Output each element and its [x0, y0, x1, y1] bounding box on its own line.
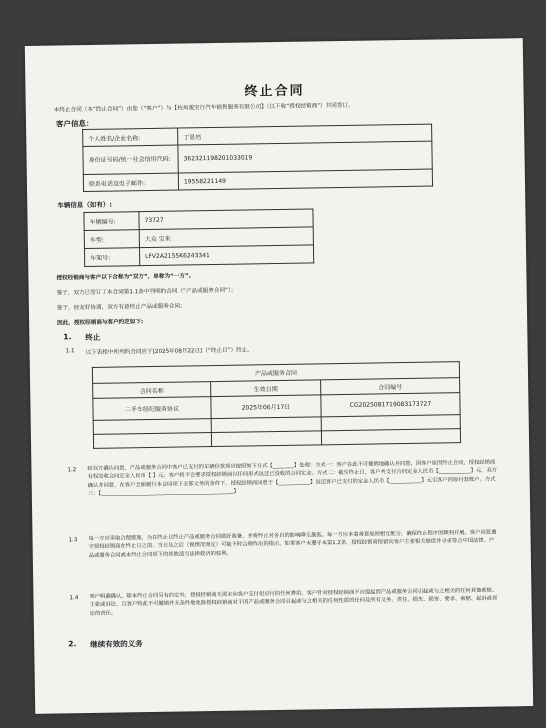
parties-definition: 授权经销商与客户以下合称为“双方”，单称为“一方”。	[56, 273, 195, 282]
vehicle-label: 车辆编号:	[84, 212, 139, 231]
contract-page	[25, 38, 533, 714]
effective-date-cell: 2025年06月17日	[211, 395, 321, 419]
vehicle-row	[84, 245, 313, 267]
contract-name-cell: 二手车经纪服务协议	[93, 397, 211, 421]
customer-value: 19558221149	[178, 169, 432, 190]
section-2-title: 继续有效的义务	[90, 639, 143, 649]
vehicle-value: 73727	[139, 209, 313, 230]
contract-table-header: 合同编号	[321, 378, 460, 395]
vehicle-info-heading: 车辆信息（如有）:	[57, 200, 112, 210]
section-2-number: 2.	[68, 639, 77, 649]
section-1-title: 终止	[85, 332, 101, 343]
customer-value: 362321198201033019	[178, 141, 432, 173]
contract-table-header: 合同名称	[93, 382, 211, 399]
customer-value: 丁显培	[178, 124, 432, 145]
customer-info-heading: 客户信息：	[55, 118, 94, 129]
customer-label: 联系电话及电子邮件:	[83, 173, 178, 191]
clause-1-2-number: 1.2	[67, 467, 77, 474]
vehicle-info-table	[83, 208, 314, 267]
vehicle-value: LFV2A2155K6243341	[139, 245, 313, 266]
contract-table-header: 生效日期	[211, 380, 321, 397]
contract-table-caption: 产品或服务合同	[92, 362, 459, 384]
section-1-number: 1.	[63, 332, 72, 342]
page-title: 终止合同	[244, 83, 305, 100]
clause-1-1-number: 1.1	[65, 348, 75, 355]
intro-paragraph: 本终止合同（本“终止合同”）由您（“客户”）与【杭州骏宝行汽车销售服务有限公司】（以下称“授权经销商”）共同签订。	[53, 102, 354, 114]
customer-label: 个人姓名/企业名称:	[83, 128, 178, 146]
customer-label: 身份证号码/统一社会信用代码:	[83, 145, 178, 174]
clause-1-1-text: 以下表格中所列的合同应于[2025年08月22日]（“终止日”）终止。	[85, 347, 253, 357]
vehicle-value: 大众 宝来	[139, 227, 313, 248]
whereas-clause-2: 鉴于，经友好协商，双方有意终止产品或服务合同；	[56, 303, 186, 312]
contract-table	[92, 361, 461, 449]
clause-1-3-text: 每一方应采取合理措施，为在终止日终止产品或服务合同做好准备，并将终止对各自的影响降至最低。每一方应本着善意原则相互配合，确保终止程序的顺利开展。客户同意遵守授权经销商在终止日之前、当日及之后（视情况而定）可能不时合理作出的指示。如果客户未遵守本第1.2条，授权经销商保留向客户主张相关赔偿并寻求符合中国法律、产品或服务合同或本终止合同项下的其他适当法律救济的权利。	[88, 529, 497, 559]
therefore-clause: 因此，授权经销商与客户约定如下:	[57, 319, 144, 327]
clause-1-3-number: 1.3	[68, 537, 78, 544]
clause-1-2-text: 经双方确认同意，产品或服务合同中客户已支付的车辆价款项应按照如下方式【________】处理：方式一：客户在此不可撤销地确认并同意，因客户原因终止合同，授权经销商有权没收合同定金人民币【 】元。客户将不会要求授权经销商以任何形式返还已没收的合同定金。方式二：截至终止日，客户共支付合同定金人民币【____________】元，双方确认并同意，在客户全面履行本合同项下全部义务的条件下，授权经销商同意于【____________】返还客户已支付的定金人民币【____________】元至客户的原付款账户。方式三：【__________________________________________________】	[87, 459, 498, 498]
contract-number-cell: CG2025081719083173727	[321, 393, 460, 417]
vehicle-label: 车型:	[84, 230, 139, 249]
clause-1-4-text: 客户明确确认，除本终止合同另有约定外，授权经销商无需未向客户支付但应付的任何费用，客户针对授权经销商不应提起因产品或服务合同引起或与之相关的任何其他索赔、主张或诉讼，且客户特此不可撤销并无条件地免除授权经销商对于因产品或服务合同引起或与之相关的任何性质的任何及所有义务、责任、损失、损害、要求、索赔、起诉或诉讼的责任。	[89, 587, 498, 617]
clause-1-4-number: 1.4	[69, 595, 79, 602]
vehicle-label: 车架号:	[84, 248, 139, 267]
customer-info-table	[82, 124, 433, 192]
whereas-clause-1: 鉴于，双方已签订了本合同第1.1条中列明的合同（“产品或服务合同”）；	[56, 287, 237, 297]
